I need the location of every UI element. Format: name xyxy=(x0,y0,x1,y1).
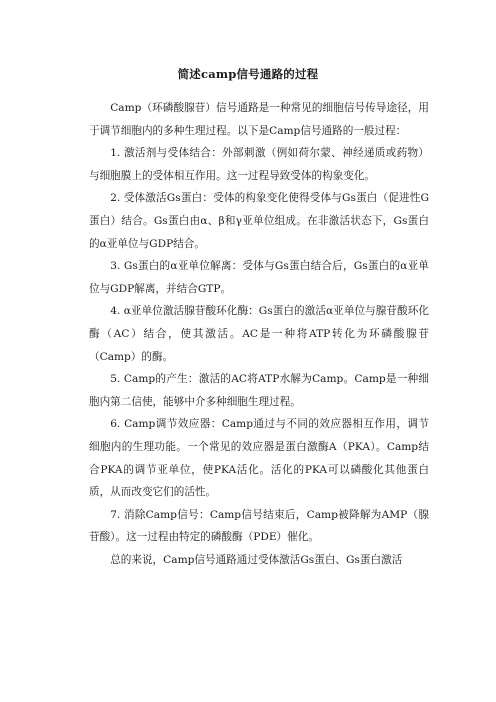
document-body xyxy=(89,97,429,571)
intro-paragraph: Camp（环磷酸腺苷）信号通路是一种常见的细胞信号传导途径，用于调节细胞内的多种生理过程。以下是Camp信号通路的一般过程： xyxy=(89,102,429,137)
step-4-paragraph: 4. α亚单位激活腺苷酸环化酶：Gs蛋白的激活α亚单位与腺苷酸环化酶（AC）结合，使其激活。AC是一种将ATP转化为环磷酸腺苷（Camp）的酶。 xyxy=(89,305,429,363)
document-title: 简述camp信号通路的过程 xyxy=(177,67,319,81)
summary-paragraph: 总的来说，Camp信号通路通过受体激活Gs蛋白、Gs蛋白激活 xyxy=(110,553,403,566)
step-6-paragraph: 6. Camp调节效应器：Camp通过与不同的效应器相互作用，调节细胞内的生理功能。一个常见的效应器是蛋白激酶A（PKA）。Camp结合PKA的调节亚单位，使PKA活化。活化的PKA可以磷酸化其他蛋白质，从而改变它们的活性。 xyxy=(89,418,429,499)
step-5-paragraph: 5. Camp的产生：激活的AC将ATP水解为Camp。Camp是一种细胞内第二信使，能够中介多种细胞生理过程。 xyxy=(89,373,429,408)
step-7-paragraph: 7. 消除Camp信号：Camp信号结束后，Camp被降解为AMP（腺苷酸）。这一过程由特定的磷酸酶（PDE）催化。 xyxy=(89,508,429,544)
step-1-paragraph: 1. 激活剂与受体结合：外部刺激（例如荷尔蒙、神经递质或药物）与细胞膜上的受体相互作用。这一过程导致受体的构象变化。 xyxy=(89,147,429,182)
step-3-paragraph: 3. Gs蛋白的α亚单位解离：受体与Gs蛋白结合后，Gs蛋白的α亚单位与GDP解离，并结合GTP。 xyxy=(89,260,429,295)
step-2-paragraph: 2. 受体激活Gs蛋白：受体的构象变化使得受体与Gs蛋白（促进性G蛋白）结合。Gs蛋白由α、β和γ亚单位组成。在非激活状态下，Gs蛋白的α亚单位与GDP结合。 xyxy=(89,192,429,250)
